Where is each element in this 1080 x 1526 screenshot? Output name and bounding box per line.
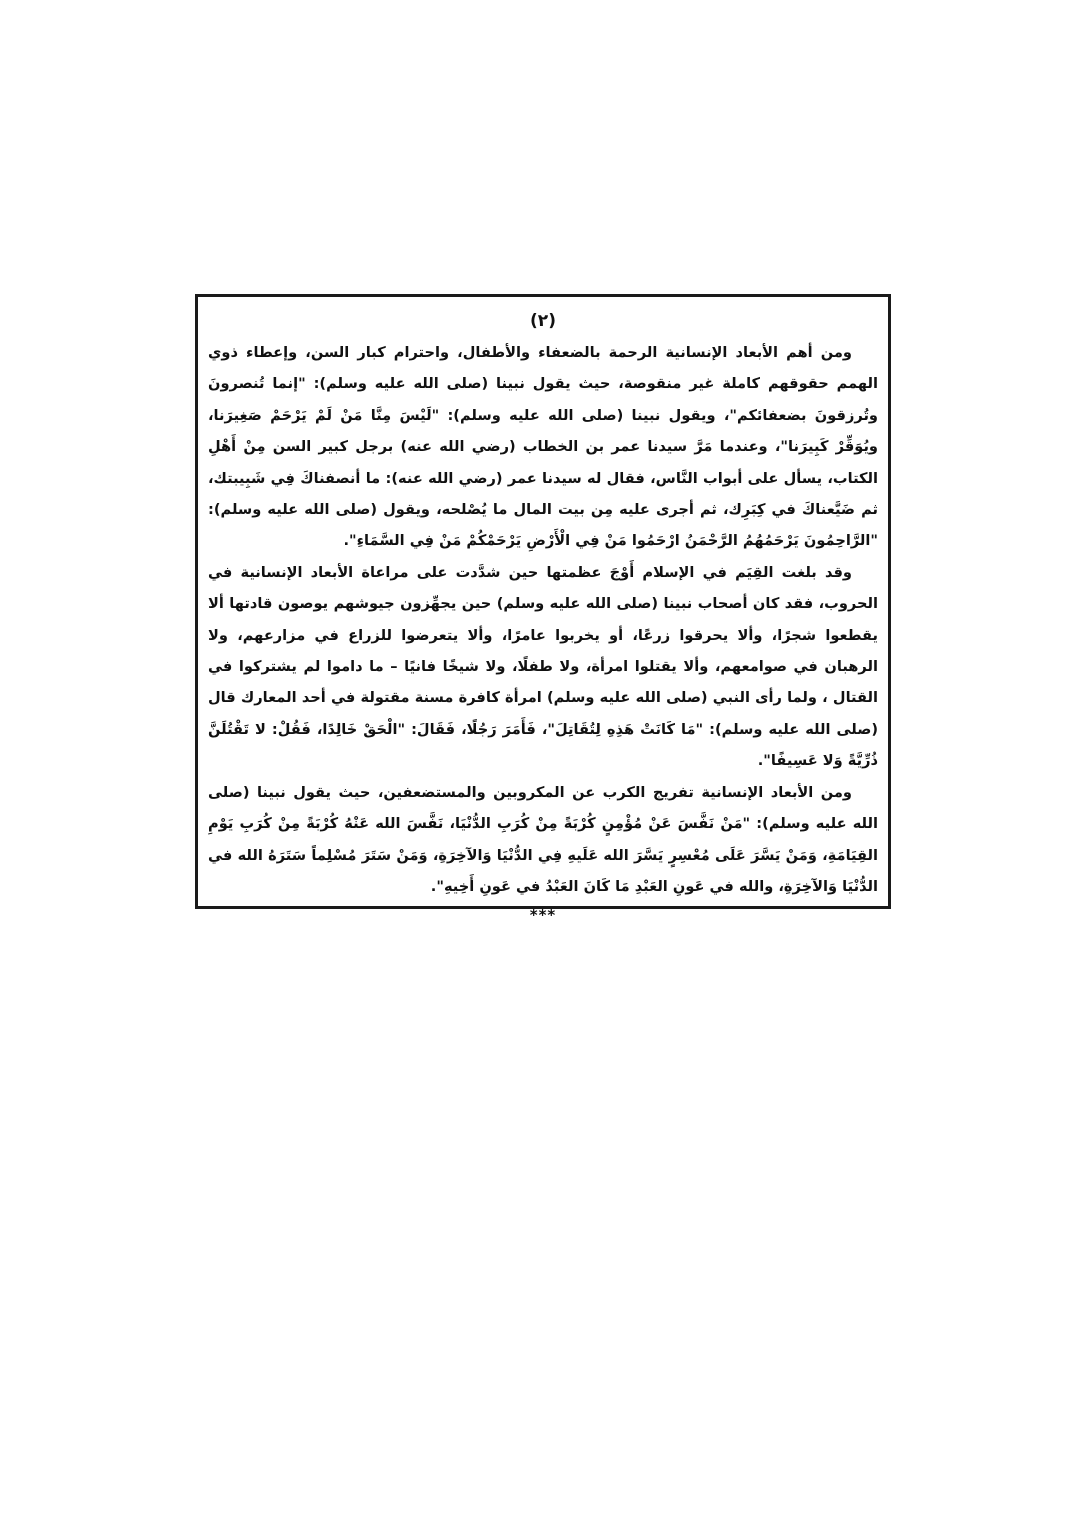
paragraph-mercy-weak: ومن أهم الأبعاد الإنسانية الرحمة بالضعفاء والأطفال، واحترام كبار السن، وإعطاء ذوي الهمم حقوقهم كاملة غير منقوصة، حيث يقول نبينا (صلى الله عليه وسلم): "إنما تُنصرونَ وتُرزقونَ بضعفائكم"، ويقول نبينا (صلى الله عليه وسلم): "لَيْسَ مِنَّا مَنْ لَمْ يَرْحَمْ صَغِيرَنا، ويُوَقِّرْ كَبِيرَنا"، وعندما مَرَّ سيدنا عمر بن الخطاب (رضي الله عنه) برجل كبير السن مِنْ أَهْلِ الكتاب، يسأل على أبواب النَّاس، فقال له سيدنا عمر (رضي الله عنه): ما أنصفناكَ فِي شَبِيبتك، ثم ضَيَّعناكَ في كِبَرِك، ثم أجرى عليه مِن بيت المال ما يُصْلحه، ويقول (صلى الله عليه وسلم): "الرَّاحِمُونَ يَرْحَمُهُمُ الرَّحْمَنُ ارْحَمُوا مَنْ فِي الْأَرْضِ يَرْحَمْكُمْ مَنْ فِي السَّمَاءِ". bbox=[208, 344, 878, 550]
page-border-frame bbox=[195, 294, 891, 925]
end-mark: *** bbox=[529, 906, 557, 925]
page-number: (٢) bbox=[530, 311, 556, 331]
paragraph-relieving-distress: ومن الأبعاد الإنسانية تفريج الكرب عن المكروبين والمستضعفين، حيث يقول نبينا (صلى الله عليه وسلم): "مَنْ نَفَّسَ عَنْ مُؤْمِنٍ كُرْبَةً مِنْ كُرَبِ الدُّنْيَا، نَفَّسَ الله عَنْهُ كُرْبَةً مِنْ كُرَبِ يَوْمِ القِيَامَةِ، وَمَنْ يَسَّرَ عَلَى مُعْسِرٍ يَسَّرَ الله عَلَيهِ فِي الدُّنْيَا وَالآخِرَةِ، وَمَنْ سَتَرَ مُسْلِماً سَتَرَهُ الله في الدُّنْيَا وَالآخِرَةِ، والله في عَونِ العَبْدِ مَا كَانَ العَبْدُ في عَونِ أَخِيهِ". bbox=[208, 783, 878, 895]
paragraph-values-in-war: وقد بلغت القِيَم في الإسلام أَوْجَ عظمتها حين شدَّدت على مراعاة الأبعاد الإنسانية في الحروب، فقد كان أصحاب نبينا (صلى الله عليه وسلم) حين يجهِّزون جيوشهم يوصون قادتها ألا يقطعوا شجرًا، وألا يحرقوا زرعًا، أو يخربوا عامرًا، وألا يتعرضوا للزراع في مزارعهم، ولا الرهبان في صوامعهم، وألا يقتلوا امرأة، ولا طفلًا، ولا شيخًا فانيًا – ما داموا لم يشتركوا في القتال ، ولما رأى النبي (صلى الله عليه وسلم) امرأة كافرة مسنة مقتولة في أحد المعارك قال (صلى الله عليه وسلم): "مَا كَانَتْ هَذِهِ لِتُقَاتِلَ"، فَأَمَرَ رَجُلًا، فَقَالَ: "الْحَقْ خَالِدًا، فَقُلْ: لا تَقْتُلَنَّ ذُرِّيَّةً وَلا عَسِيفًا". bbox=[208, 563, 878, 770]
